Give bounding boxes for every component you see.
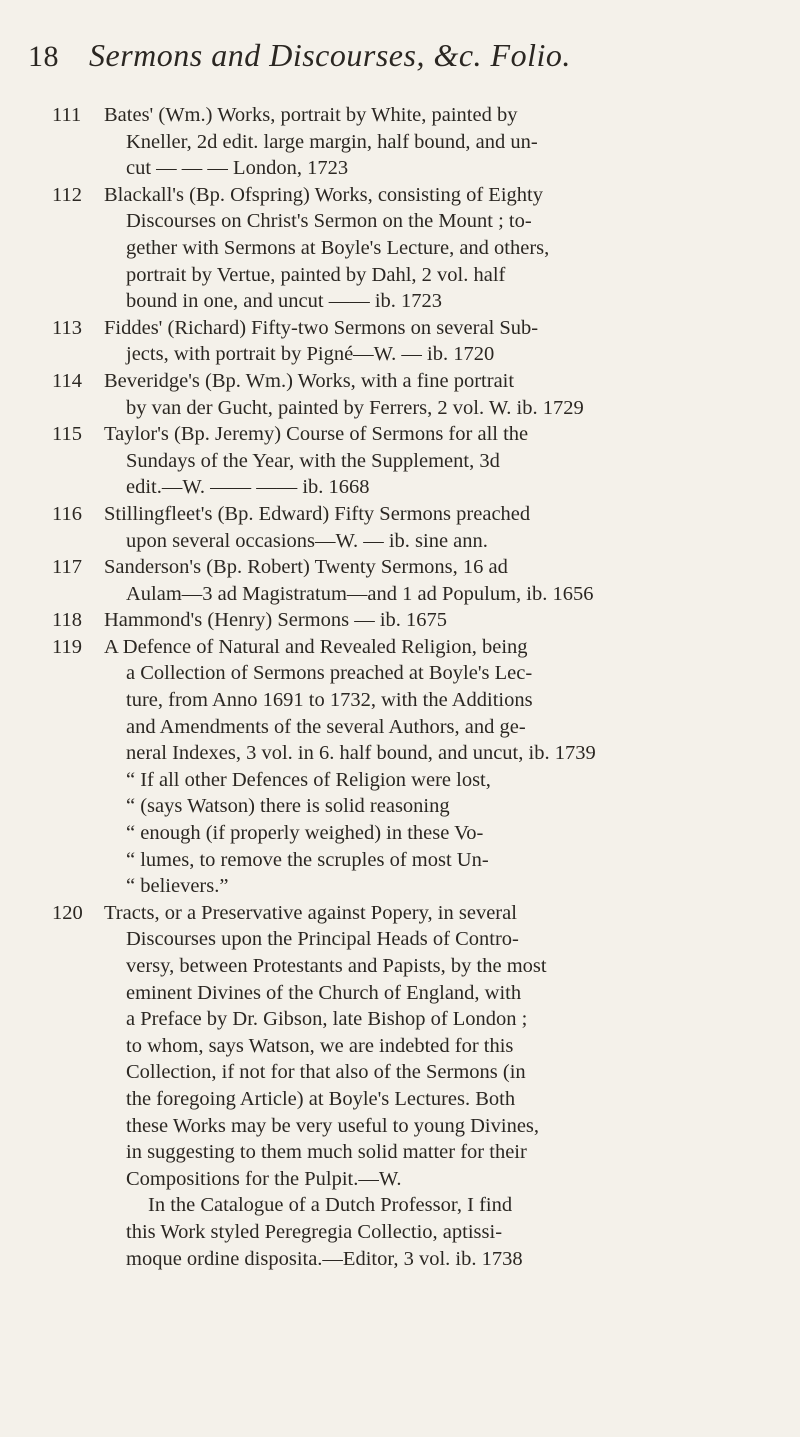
entry-line: Compositions for the Pulpit.—W. [126, 1167, 402, 1190]
entry-line: by van der Gucht, painted by Ferrers, 2 vol. W. ib. 1729 [126, 396, 584, 419]
entry-list [52, 102, 770, 1272]
catalogue-entry [52, 102, 770, 182]
entry-line: Discourses on Christ's Sermon on the Mount ; to- [126, 210, 532, 233]
entry-line: Sanderson's (Bp. Robert) Twenty Sermons, 16 ad [104, 556, 508, 579]
entry-line: Aulam—3 ad Magistratum—and 1 ad Populum, ib. 1656 [126, 582, 594, 605]
catalogue-entry [52, 554, 770, 607]
entry-line: a Collection of Sermons preached at Boyle's Lec- [126, 662, 533, 685]
catalogue-entry [52, 182, 770, 315]
catalogue-entry [52, 315, 770, 368]
quote-line: “ (says Watson) there is solid reasoning [126, 795, 450, 818]
entry-line: Fiddes' (Richard) Fifty-two Sermons on several Sub- [104, 316, 539, 339]
entry-number: 117 [52, 556, 82, 579]
page-number: 18 [28, 40, 59, 73]
entry-line: cut — — — London, 1723 [126, 157, 349, 180]
entry-line: edit.—W. —— —— ib. 1668 [126, 476, 370, 499]
catalogue-entry [52, 900, 770, 1272]
catalogue-entry [52, 501, 770, 554]
catalogue-entry [52, 607, 770, 634]
catalogue-entry [52, 634, 770, 900]
entry-line: In the Catalogue of a Dutch Professor, I find [148, 1194, 513, 1217]
entry-line: moque ordine disposita.—Editor, 3 vol. ib. 1738 [126, 1247, 523, 1270]
entry-line: these Works may be very useful to young Divines, [126, 1114, 540, 1137]
entry-number: 111 [52, 104, 82, 126]
entry-line: jects, with portrait by Pigné—W. — ib. 1720 [126, 343, 495, 366]
entry-line: bound in one, and uncut —— ib. 1723 [126, 290, 443, 313]
catalogue-entry [52, 421, 770, 501]
entry-line: the foregoing Article) at Boyle's Lectures. Both [126, 1087, 516, 1110]
entry-number: 112 [52, 183, 82, 206]
quote-line: “ believers.” [126, 875, 229, 898]
entry-line: Hammond's (Henry) Sermons — ib. 1675 [104, 609, 448, 632]
entry-line: and Amendments of the several Authors, and ge- [126, 715, 526, 738]
entry-line: this Work styled Peregregia Collectio, aptissi- [126, 1220, 503, 1243]
entry-line: portrait by Vertue, painted by Dahl, 2 vol. half [126, 263, 506, 286]
entry-number: 116 [52, 502, 82, 525]
entry-line: Collection, if not for that also of the Sermons (in [126, 1061, 526, 1084]
entry-line: versy, between Protestants and Papists, by the most [126, 955, 547, 977]
entry-line: eminent Divines of the Church of England, with [126, 981, 522, 1004]
entry-line: Discourses upon the Principal Heads of Contro- [126, 928, 519, 951]
entry-line: gether with Sermons at Boyle's Lecture, and others, [126, 236, 550, 259]
running-head [28, 38, 748, 74]
entry-number: 115 [52, 423, 82, 446]
entry-line: Kneller, 2d edit. large margin, half bound, and un- [126, 130, 538, 153]
entry-number: 120 [52, 901, 83, 924]
entry-line: to whom, says Watson, we are indebted for this [126, 1034, 514, 1057]
entry-line: Taylor's (Bp. Jeremy) Course of Sermons for all the [104, 423, 529, 446]
entry-number: 113 [52, 316, 82, 339]
entry-line: Sundays of the Year, with the Supplement, 3d [126, 449, 500, 472]
entry-line: upon several occasions—W. — ib. sine ann. [126, 529, 488, 552]
entry-line: Stillingfleet's (Bp. Edward) Fifty Sermons preached [104, 502, 531, 525]
quote-line: “ enough (if properly weighed) in these Vo- [126, 822, 484, 845]
entry-line: Beveridge's (Bp. Wm.) Works, with a fine portrait [104, 369, 515, 392]
entry-line: A Defence of Natural and Revealed Religion, being [104, 635, 528, 658]
entry-number: 118 [52, 609, 82, 632]
entry-number: 119 [52, 635, 82, 658]
entry-quote [104, 767, 770, 900]
entry-line: ture, from Anno 1691 to 1732, with the Additions [126, 689, 533, 712]
entry-line: Tracts, or a Preservative against Popery, in several [104, 901, 517, 924]
entry-number: 114 [52, 369, 82, 392]
page-title: Sermons and Discourses, &c. Folio. [89, 37, 571, 73]
entry-line: in suggesting to them much solid matter for their [126, 1141, 527, 1164]
quote-line: “ lumes, to remove the scruples of most Un- [126, 848, 489, 871]
entry-line: a Preface by Dr. Gibson, late Bishop of London ; [126, 1008, 528, 1031]
catalogue-entry [52, 368, 770, 421]
entry-line: neral Indexes, 3 vol. in 6. half bound, and uncut, ib. 1739 [126, 742, 596, 765]
entry-line: Blackall's (Bp. Ofspring) Works, consisting of Eighty [104, 183, 543, 206]
entry-line: Bates' (Wm.) Works, portrait by White, painted by [104, 104, 518, 126]
quote-line: “ If all other Defences of Religion were lost, [126, 768, 491, 791]
